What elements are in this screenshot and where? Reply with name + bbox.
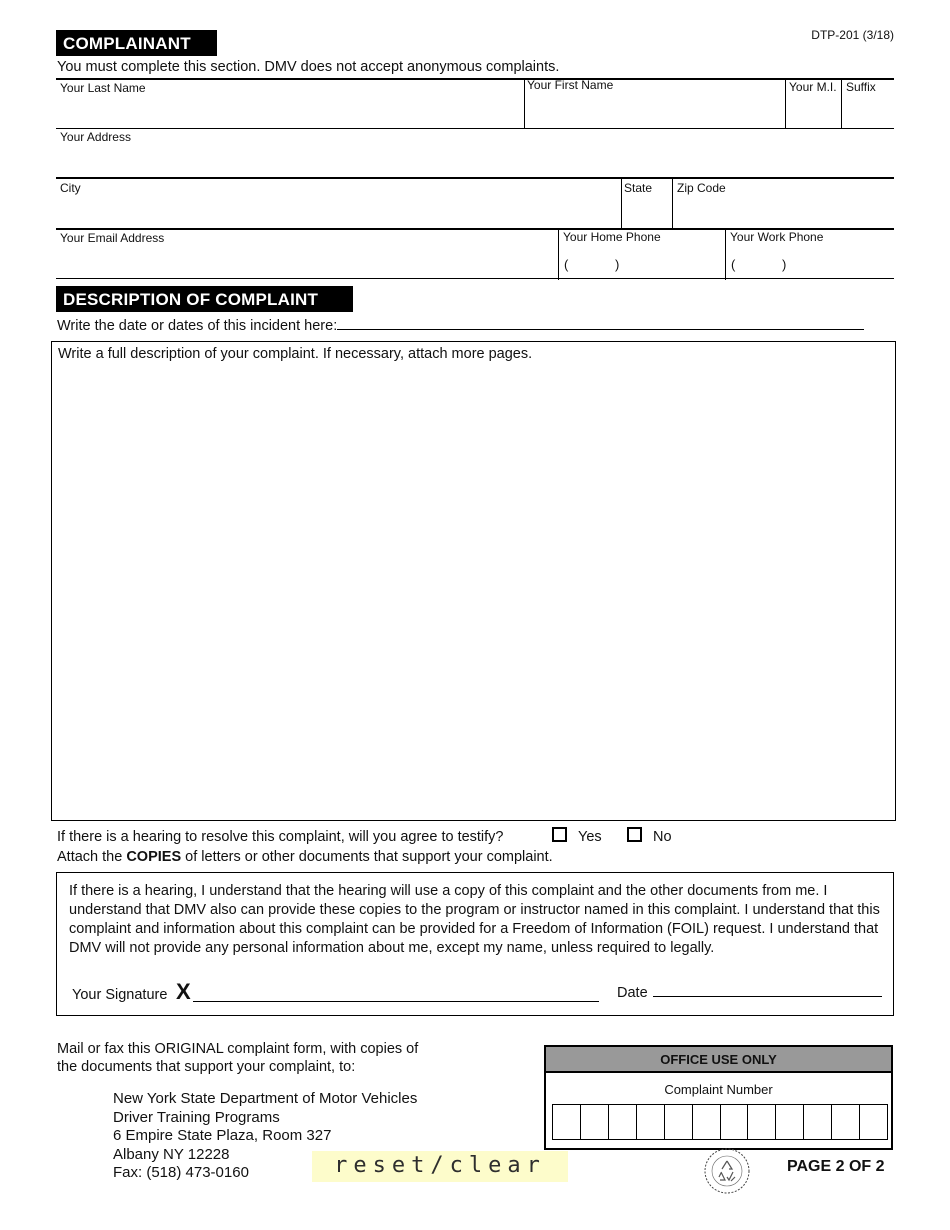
incident-dates-input[interactable]	[337, 316, 864, 330]
consent-box	[56, 872, 894, 1016]
signature-input[interactable]	[193, 1001, 599, 1002]
page-number: PAGE 2 OF 2	[787, 1158, 885, 1175]
complainant-heading: COMPLAINANT	[56, 30, 217, 56]
description-heading: DESCRIPTION OF COMPLAINT	[56, 286, 353, 312]
complaint-description-input[interactable]	[51, 341, 896, 821]
mail-instructions: Mail or fax this ORIGINAL complaint form, with copies of the documents that support your complaint, to:	[57, 1041, 419, 1075]
office-use-heading: OFFICE USE ONLY	[546, 1047, 891, 1073]
mailing-address: New York State Department of Motor Vehicles Driver Training Programs 6 Empire State Plaza, Room 327 Albany NY 12228 Fax: (518) 473-0160	[113, 1090, 418, 1182]
signature-x-mark: X	[176, 979, 191, 1004]
signature-date-label: Date	[617, 985, 648, 1001]
reset-clear-button[interactable]: reset/clear	[312, 1151, 568, 1182]
home-phone-field[interactable]: Your Home Phone	[563, 230, 661, 244]
zip-code-field[interactable]: Zip Code	[677, 181, 726, 195]
testify-yes-label: Yes	[578, 829, 602, 845]
work-phone-paren-close: )	[782, 257, 787, 272]
home-phone-paren-open: (	[564, 257, 569, 272]
complaint-number-label: Complaint Number	[664, 1082, 773, 1097]
complaint-number-cells	[552, 1104, 888, 1140]
incident-dates-row	[57, 316, 864, 334]
last-name-field[interactable]: Your Last Name	[60, 81, 146, 95]
state-field[interactable]: State	[624, 181, 653, 195]
middle-initial-field[interactable]: Your M.I.	[789, 80, 837, 94]
work-phone-field[interactable]: Your Work Phone	[730, 230, 824, 244]
attach-copies-line: Attach the COPIES of letters or other documents that support your complaint.	[57, 849, 553, 865]
address-field[interactable]: Your Address	[60, 130, 131, 144]
suffix-field[interactable]: Suffix	[846, 80, 876, 94]
testify-no-label: No	[653, 829, 672, 845]
signature-date-input[interactable]	[653, 996, 882, 997]
complainant-intro: You must complete this section. DMV does not accept anonymous complaints.	[57, 59, 560, 75]
city-field[interactable]: City	[60, 181, 81, 195]
incident-dates-label: Write the date or dates of this incident here:	[57, 318, 338, 334]
testify-question: If there is a hearing to resolve this complaint, will you agree to testify?	[57, 829, 504, 845]
work-phone-paren-open: (	[731, 257, 736, 272]
recycle-icon	[703, 1147, 751, 1195]
first-name-field[interactable]: Your First Name	[527, 78, 614, 92]
home-phone-paren-close: )	[615, 257, 620, 272]
signature-label: Your Signature	[72, 987, 168, 1003]
office-use-box	[544, 1045, 893, 1150]
email-field[interactable]: Your Email Address	[60, 231, 165, 245]
complaint-description-label: Write a full description of your complaint. If necessary, attach more pages.	[58, 346, 533, 362]
testify-yes-checkbox[interactable]	[552, 827, 567, 842]
consent-text: If there is a hearing, I understand that the hearing will use a copy of this complaint and the other documents from me. I understand that DMV also can provide these copies to the program or instructor named in this complaint. I understand that this complaint and information about this complaint can be provided for a Freedom of Information (FOIL) request. I understand that DMV will not provide any personal information about me, except my name, unless required to legally.	[69, 883, 880, 956]
testify-no-checkbox[interactable]	[627, 827, 642, 842]
form-code: DTP-201 (3/18)	[811, 28, 894, 42]
